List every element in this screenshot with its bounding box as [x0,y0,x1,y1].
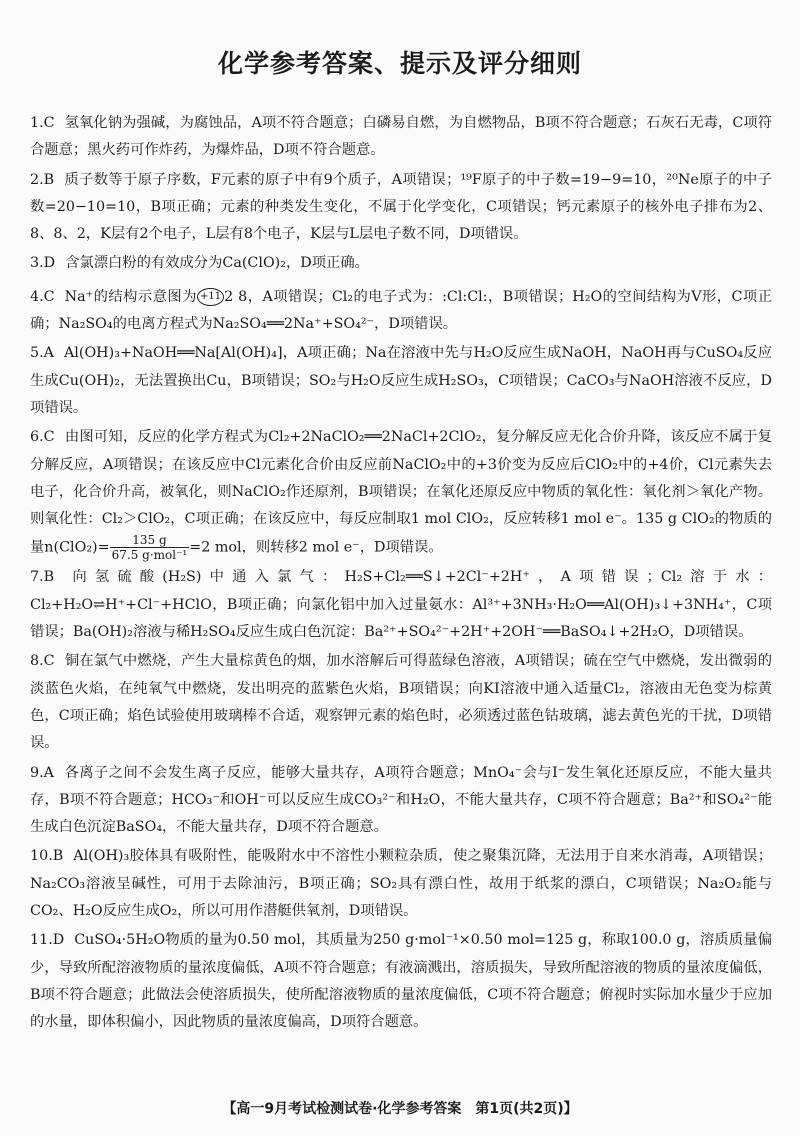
item-number: 11. [30,932,53,949]
item-number: 10. [30,848,53,865]
answer-item-2 [30,167,772,249]
item-answer: B [43,569,55,586]
item-explanation: 氢氧化钠为强碱，为腐蚀品，A项不符合题意；白磷易自燃，为自燃物品，B项不符合题意；石灰石无毒，C项符合题意；黑火药可作炸药，为爆炸品，D项不符合题意。 [30,115,772,159]
answer-item-8 [30,648,772,757]
item-explanation-part-b: 2 8，A项错误；Cl₂的电子式为：:Cl:Cl:，B项错误；H₂O的空间结构为V形，C项正确；Na₂SO₄的电离方程式为Na₂SO₄══2Na⁺+SO₄²⁻，D项错误。 [30,288,772,333]
answer-item-3 [30,250,772,277]
item-answer: D [52,932,65,949]
item-number: 2. [30,171,44,188]
item-answer: C [43,288,55,305]
answer-item-1 [30,110,772,165]
item-explanation-part-a: 由图可知，反应的化学方程式为Cl₂+2NaClO₂══2NaCl+2ClO₂，复分解反应无化合价升降，该反应不属于复分解反应，A项错误；在该反应中Cl元素化合价由反应前NaClO₂中的+3价变为反应后ClO₂中的+4价，Cl元素失去电子，化合价升高，被氧化，则NaClO₂作还原剂，B项错误；在氧化还原反应中物质的氧化性：氧化剂＞氧化产物。则氧化性：Cl₂＞ClO₂，C项正确；在该反应中，每反应制取1 mol ClO₂，反应转移1 mol e⁻。135 g ClO₂的物质的量n(ClO₂)= [30,429,772,556]
answer-item-11 [30,927,772,1036]
item-number: 8. [30,653,44,670]
answer-item-10 [30,843,772,925]
item-number: 9. [30,764,44,781]
fraction-numerator: 135 g [110,533,190,548]
answer-list [30,110,772,1039]
item-answer: A [43,764,54,781]
item-explanation: 各离子之间不会发生离子反应，能够大量共存，A项符合题意；MnO₄⁻会与I⁻发生氧化还原反应，不能大量共存，B项不符合题意；HCO₃⁻和OH⁻可以反应生成CO₃²⁻和H₂O，不能大量共存，C项不符合题意；Ba²⁺和SO₄²⁻能生成白色沉淀BaSO₄，不能大量共存，D项不符合题意。 [30,764,772,836]
item-explanation-part-b: =2 mol，则转移2 mol e⁻，D项错误。 [189,539,443,556]
item-explanation: 铜在氯气中燃烧，产生大量棕黄色的烟，加水溶解后可得蓝绿色溶液，A项错误；硫在空气中燃烧，发出微弱的淡蓝色火焰，在纯氧气中燃烧，发出明亮的蓝紫色火焰，B项错误；向KI溶液中通入适量Cl₂，溶液由无色变为棕黄色，C项正确；焰色试验使用玻璃棒不合适，观察钾元素的焰色时，必须透过蓝色钴玻璃，滤去黄色光的干扰，D项错误。 [30,653,772,752]
answer-item-9 [30,760,772,842]
molar-fraction [110,533,190,562]
item-explanation-part-a: Na⁺的结构示意图为 [64,288,197,305]
answer-item-7 [30,564,772,646]
item-number: 1. [30,115,44,131]
answer-item-5 [30,340,772,422]
page-footer: 【高一9月考试检测试卷·化学参考答案 第1页(共2页)】 [222,1101,578,1117]
item-answer: B [52,848,64,865]
item-number: 5. [30,345,44,362]
item-number: 3. [30,255,44,272]
nucleus-charge-circle: +11 [197,288,224,306]
item-explanation: 质子数等于原子序数，F元素的原子中有9个质子，A项错误；¹⁹F原子的中子数=19−9=10，²⁰Ne原子的中子数=20−10=10，B项正确；元素的种类发生变化，不属于化学变化，C项错误；钙元素原子的核外电子排布为2、8、8、2，K层有2个电子，L层有8个电子，K层与L层电子数不同，D项错误。 [30,171,772,243]
item-answer: B [43,171,55,188]
fraction-denominator: 67.5 g·mol⁻¹ [111,548,188,563]
item-answer: A [43,345,54,362]
answer-item-6 [30,424,772,562]
item-explanation: Al(OH)₃+NaOH══Na[Al(OH)₄]，A项正确；Na在溶液中先与H₂O反应生成NaOH，NaOH再与CuSO₄反应生成Cu(OH)₂，无法置换出Cu，B项错误；SO₂与H₂O反应生成H₂SO₃，C项错误；CaCO₃与NaOH溶液不反应，D项错误。 [30,345,772,416]
item-explanation: CuSO₄·5H₂O物质的量为0.50 mol，其质量为250 g·mol⁻¹×0.50 mol=125 g，称取100.0 g，溶质质量偏少，导致所配溶液物质的量浓度偏低，A项不符合题意；有液滴溅出，溶质损失，导致所配溶液的物质的量浓度偏低，B项不符合题意；此做法会使溶质损失，使所配溶液物质的量浓度偏低，C项不符合题意；俯视时实际加水量少于应加的水量，即体积偏小，因此物质的量浓度偏高，D项符合题意。 [30,932,772,1031]
item-number: 6. [30,429,44,446]
item-answer: D [43,255,56,272]
page-title: 化学参考答案、提示及评分细则 [217,49,582,78]
item-explanation: 向氢硫酸(H₂S)中通入氯气：H₂S+Cl₂══S↓+2Cl⁻+2H⁺，A项错误；Cl₂溶于水：Cl₂+H₂O⇌H⁺+Cl⁻+HClO，B项正确；向氯化铝中加入过量氨水：Al³⁺+3NH₃·H₂O══Al(OH)₃↓+3NH₄⁺，C项错误；Ba(OH)₂溶液与稀H₂SO₄反应生成白色沉淀：Ba²⁺+SO₄²⁻+2H⁺+2OH⁻══BaSO₄↓+2H₂O，D项错误。 [30,569,772,641]
item-answer: C [43,653,55,670]
item-answer: C [43,429,55,446]
item-answer: C [43,115,55,131]
item-number: 7. [30,569,44,586]
item-explanation: 含氯漂白粉的有效成分为Ca(ClO)₂，D项正确。 [65,255,369,272]
answer-item-4 [30,284,772,339]
item-number: 4. [30,288,44,305]
item-explanation: Al(OH)₃胶体具有吸附性，能吸附水中不溶性小颗粒杂质，使之聚集沉降，无法用于自来水消毒，A项错误；Na₂CO₃溶液呈碱性，可用于去除油污，B项正确；SO₂具有漂白性，故用于纸浆的漂白，C项错误；Na₂O₂能与CO₂、H₂O反应生成O₂，所以可用作潜艇供氧剂，D项错误。 [30,848,772,920]
